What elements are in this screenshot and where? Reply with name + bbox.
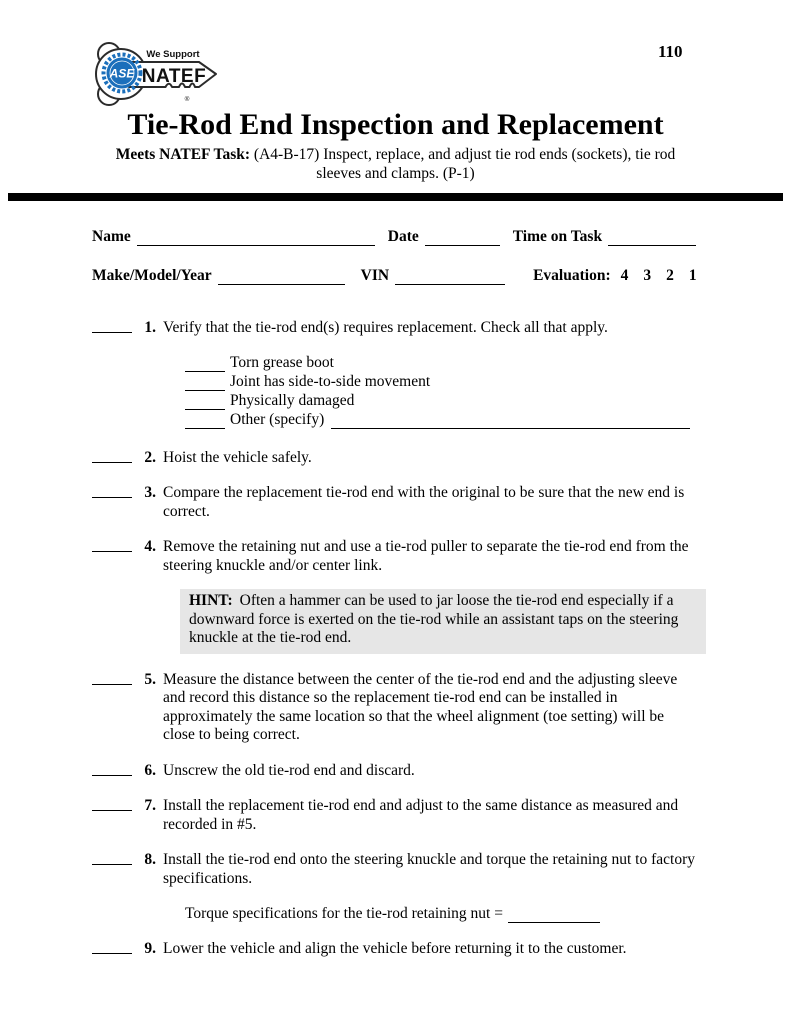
- registered-mark: ®: [184, 96, 190, 103]
- date-label: Date: [387, 228, 419, 245]
- step-text: Hoist the vehicle safely.: [163, 448, 312, 466]
- checklist-item: [185, 372, 698, 391]
- step-number: 1.: [144, 319, 156, 336]
- vin-blank-line: [395, 271, 505, 285]
- task-text-line1: (A4-B-17) Inspect, replace, and adjust tie rod ends (sockets), tie rod: [253, 146, 676, 163]
- step-number: 8.: [144, 851, 156, 868]
- step-item-1: [92, 319, 698, 338]
- evaluation-value-3: 3: [643, 267, 652, 284]
- evaluation-label: Evaluation:: [533, 267, 611, 284]
- hint-label: HINT:: [189, 592, 233, 609]
- step-text: Verify that the tie-rod end(s) requires replacement. Check all that apply.: [163, 319, 608, 336]
- completion-blank-line: [92, 851, 132, 865]
- ase-gear-text: ASE: [109, 66, 135, 81]
- step-text: Install the replacement tie-rod end and adjust to the same distance as measured and recorded in #5.: [163, 797, 679, 833]
- check-blank-line: [185, 397, 225, 410]
- step-number: 5.: [144, 670, 156, 688]
- check-blank-line: [185, 416, 225, 429]
- checklist-item-label: Joint has side-to-side movement: [230, 372, 431, 390]
- identification-row-1: [92, 228, 698, 246]
- checklist-item: [185, 353, 698, 372]
- key-logo-graphic: [92, 40, 220, 106]
- page-title: Tie-Rod End Inspection and Replacement: [127, 108, 664, 141]
- step-item-5: [92, 671, 698, 745]
- other-specify-blank-line: [331, 416, 690, 429]
- step-text: Install the tie-rod end onto the steering knuckle and torque the retaining nut to factory specifications.: [163, 851, 696, 887]
- step-text: Measure the distance between the center of the tie-rod end and the adjusting sleeve and record this distance so the replacement tie-rod end can be installed in approximately the same location so that the wheel alignment (toe setting) will be close to being correct.: [163, 670, 678, 743]
- make-model-year-blank-line: [218, 271, 345, 285]
- step-item-6: [92, 762, 698, 781]
- torque-spec-line: [185, 905, 698, 923]
- step-item-2: [92, 449, 698, 468]
- checklist-item-label: Torn grease boot: [230, 353, 334, 371]
- step-text: Compare the replacement tie-rod end with the original to be sure that the new end is correct.: [163, 484, 685, 520]
- checklist-item-label: Other (specify): [230, 410, 325, 428]
- date-blank-line: [425, 232, 500, 246]
- step-text: Lower the vehicle and align the vehicle before returning it to the customer.: [163, 940, 627, 957]
- logo-brand-text: NATEF: [141, 66, 207, 87]
- completion-blank-line: [92, 762, 132, 776]
- step-text: Unscrew the old tie-rod end and discard.: [163, 761, 415, 779]
- natef-task-line: [0, 145, 791, 183]
- checklist-item: [185, 391, 698, 410]
- step-number: 3.: [144, 484, 156, 501]
- time-on-task-label: Time on Task: [512, 228, 603, 245]
- check-blank-line: [185, 378, 225, 391]
- completion-blank-line: [92, 797, 132, 811]
- check-blank-line: [185, 359, 225, 372]
- vin-label: VIN: [360, 267, 390, 284]
- worksheet-body: [92, 228, 698, 959]
- step-number: 9.: [144, 940, 156, 957]
- step-number: 2.: [144, 448, 156, 466]
- name-blank-line: [137, 232, 375, 246]
- header-divider-rule: [8, 193, 783, 201]
- evaluation-value-4: 4: [620, 267, 629, 284]
- completion-blank-line: [92, 538, 132, 552]
- natef-logo: [92, 40, 220, 106]
- condition-checklist: [185, 353, 698, 429]
- step-item-7: [92, 797, 698, 834]
- completion-blank-line: [92, 449, 132, 463]
- step-number: 7.: [144, 797, 156, 814]
- make-model-year-label: Make/Model/Year: [92, 267, 212, 284]
- step-text: Remove the retaining nut and use a tie-rod puller to separate the tie-rod end from the steering knuckle and/or center link.: [163, 538, 689, 574]
- evaluation-value-1: 1: [688, 267, 697, 284]
- task-text-line2: sleeves and clamps. (P-1): [316, 165, 475, 182]
- logo-support-text: We Support: [146, 49, 200, 60]
- step-item-8: [92, 851, 698, 888]
- torque-spec-text: Torque specifications for the tie-rod retaining nut =: [185, 905, 503, 922]
- torque-spec-blank-line: [508, 910, 600, 923]
- page-number: 110: [658, 42, 683, 61]
- name-label: Name: [92, 228, 131, 245]
- hint-box: [180, 589, 706, 654]
- step-item-4: [92, 538, 698, 575]
- checklist-item-label: Physically damaged: [230, 391, 355, 409]
- time-on-task-blank-line: [608, 232, 696, 246]
- step-item-3: [92, 484, 698, 521]
- completion-blank-line: [92, 484, 132, 498]
- step-number: 4.: [144, 538, 156, 555]
- step-number: 6.: [144, 761, 156, 779]
- completion-blank-line: [92, 940, 132, 954]
- procedure-steps: [92, 319, 698, 959]
- hint-text: Often a hammer can be used to jar loose the tie-rod end especially if a downward force is exerted on the tie-rod while an assistant taps on the steering knuckle at the tie-rod end.: [189, 592, 679, 646]
- checklist-item: [185, 410, 698, 429]
- identification-row-2: [92, 267, 698, 285]
- completion-blank-line: [92, 319, 132, 333]
- task-label: Meets NATEF Task:: [115, 146, 251, 163]
- step-item-9: [92, 940, 698, 959]
- completion-blank-line: [92, 671, 132, 685]
- evaluation-value-2: 2: [666, 267, 674, 284]
